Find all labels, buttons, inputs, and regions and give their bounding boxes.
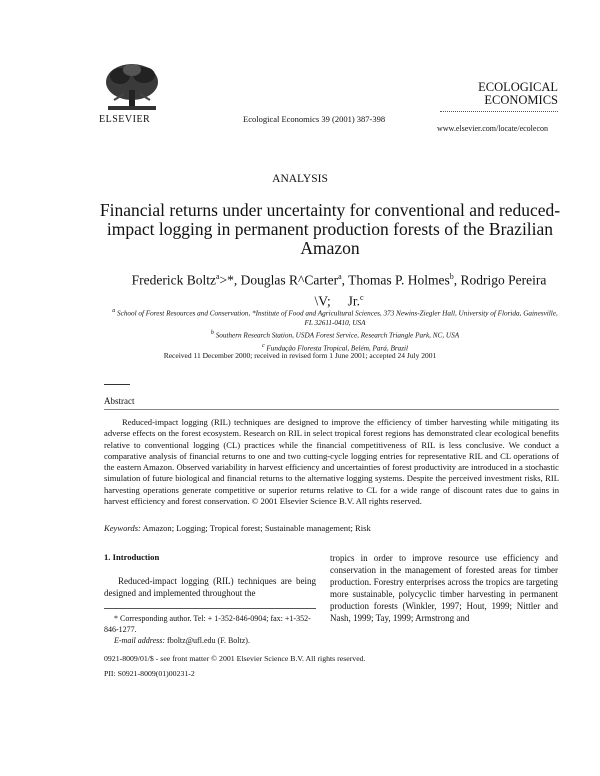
- body-text-right: tropics in order to improve resource use efficiency and conservation in the management of forested areas for timber production. Forestry enterprises across the tropics are targeting more sustainable, polycyclic timber harvesting in permanent production forests (Winkler, 1997; Hout, 1999; Nittler and Nash, 1999; Tay, 1999; Armstrong and: [330, 553, 558, 623]
- section-label: ANALYSIS: [272, 173, 328, 185]
- author-list: [104, 268, 574, 309]
- footnote-rule: [104, 608, 316, 609]
- affiliations: [110, 306, 560, 353]
- keywords: [104, 523, 559, 533]
- author-holmes: , Thomas P. Holmes: [341, 272, 450, 288]
- affiliation-sup: a: [112, 308, 116, 314]
- keywords-list: Amazon; Logging; Tropical forest; Sustainable management; Risk: [142, 523, 371, 533]
- affiliation-c-text: Fundação Floresta Tropical, Belém, Pará, Brazil: [266, 344, 409, 353]
- section-heading-introduction: 1. Introduction: [104, 552, 160, 562]
- body-text-left: Reduced-impact logging (RIL) techniques are being designed and implemented throughout the: [104, 576, 316, 598]
- footnote: [104, 613, 316, 646]
- affiliation-a-text: School of Forest Resources and Conservation, *Institute of Food and Agricultural Sciences, 373 Newins-Ziegler Hall, University of Florida, Gainesville, FL 32611-0410, USA: [117, 309, 558, 328]
- journal-title-line2: ECONOMICS: [484, 93, 558, 107]
- pii-line: PII: S0921-8009(01)00231-2: [104, 669, 195, 678]
- affiliation-sup: c: [261, 342, 265, 349]
- author-pereira: , Rodrigo Pereira: [453, 272, 547, 288]
- affiliation-b: [110, 328, 560, 340]
- journal-title: [440, 81, 558, 107]
- journal-citation: Ecological Economics 39 (2001) 387-398: [243, 114, 386, 124]
- journal-title-line1: ECOLOGICAL: [478, 80, 558, 94]
- author-sup: a: [215, 272, 220, 281]
- journal-rule: [440, 111, 558, 112]
- abstract-heading: Abstract: [104, 396, 135, 406]
- author-sup: c: [359, 292, 364, 302]
- keywords-label: Keywords:: [104, 523, 141, 533]
- author-boltz: Frederick Boltz: [131, 272, 216, 288]
- abstract-text: Reduced-impact logging (RIL) techniques are designed to improve the efficiency of timber harvesting while mitigating its adverse effects on the forest ecosystem. Research on RIL in select tropical forest regions has demonstrated clear ecological benefits relative to conventional logging (CL) practices while the financial competitiveness of RIL is less conclusive. We conduct a comparative analysis of financial returns to one and two cutting-cycle logging entries for representative RIL and CL operations of the eastern Amazon. Observed variability in harvest efficiency and uncertainties of forest productivity are introduced in a stochastic simulation of future biological and financial returns to the alternative logging systems. Despite the perceived investment risks, RIL harvesting operations generate competitive or superior returns relative to CL for a wide range of discount rates due to gains in harvest efficiency and forest conservation. © 2001 Elsevier Science B.V. All rights reserved.: [104, 417, 559, 507]
- email-line: [104, 635, 316, 646]
- email-label: E-mail address:: [114, 636, 166, 645]
- corresponding-author: * Corresponding author. Tel: + 1-352-846-0904; fax: +1-352-846-1277.: [104, 614, 311, 634]
- author-sup: a: [338, 272, 342, 281]
- affiliation-b-text: Southern Research Station, USDA Forest Service, Research Triangle Park, NC, USA: [215, 331, 460, 340]
- publisher-name: ELSEVIER: [99, 114, 151, 125]
- author-pereira-suffix: \V; Jr.: [314, 293, 360, 308]
- article-title: Financial returns under uncertainty for conventional and reduced-impact logging in permanent production forests of the Brazilian Amazon: [99, 200, 561, 258]
- author-carter: >*, Douglas R^Carter: [219, 272, 339, 288]
- journal-website-link[interactable]: www.elsevier.com/locate/ecolecon: [437, 124, 548, 133]
- divider: [104, 384, 130, 385]
- email-address[interactable]: fboltz@ufl.edu (F. Boltz).: [167, 636, 250, 645]
- divider: [104, 409, 559, 410]
- elsevier-tree-logo: [100, 60, 164, 114]
- copyright-line: 0921-8009/01/$ - see front matter © 2001 Elsevier Science B.V. All rights reserved.: [104, 654, 366, 663]
- received-dates: Received 11 December 2000; received in revised form 1 June 2001; accepted 24 July 2001: [163, 351, 437, 360]
- author-sup: b: [449, 272, 454, 281]
- affiliation-a: [110, 306, 560, 328]
- affiliation-sup: b: [210, 330, 214, 337]
